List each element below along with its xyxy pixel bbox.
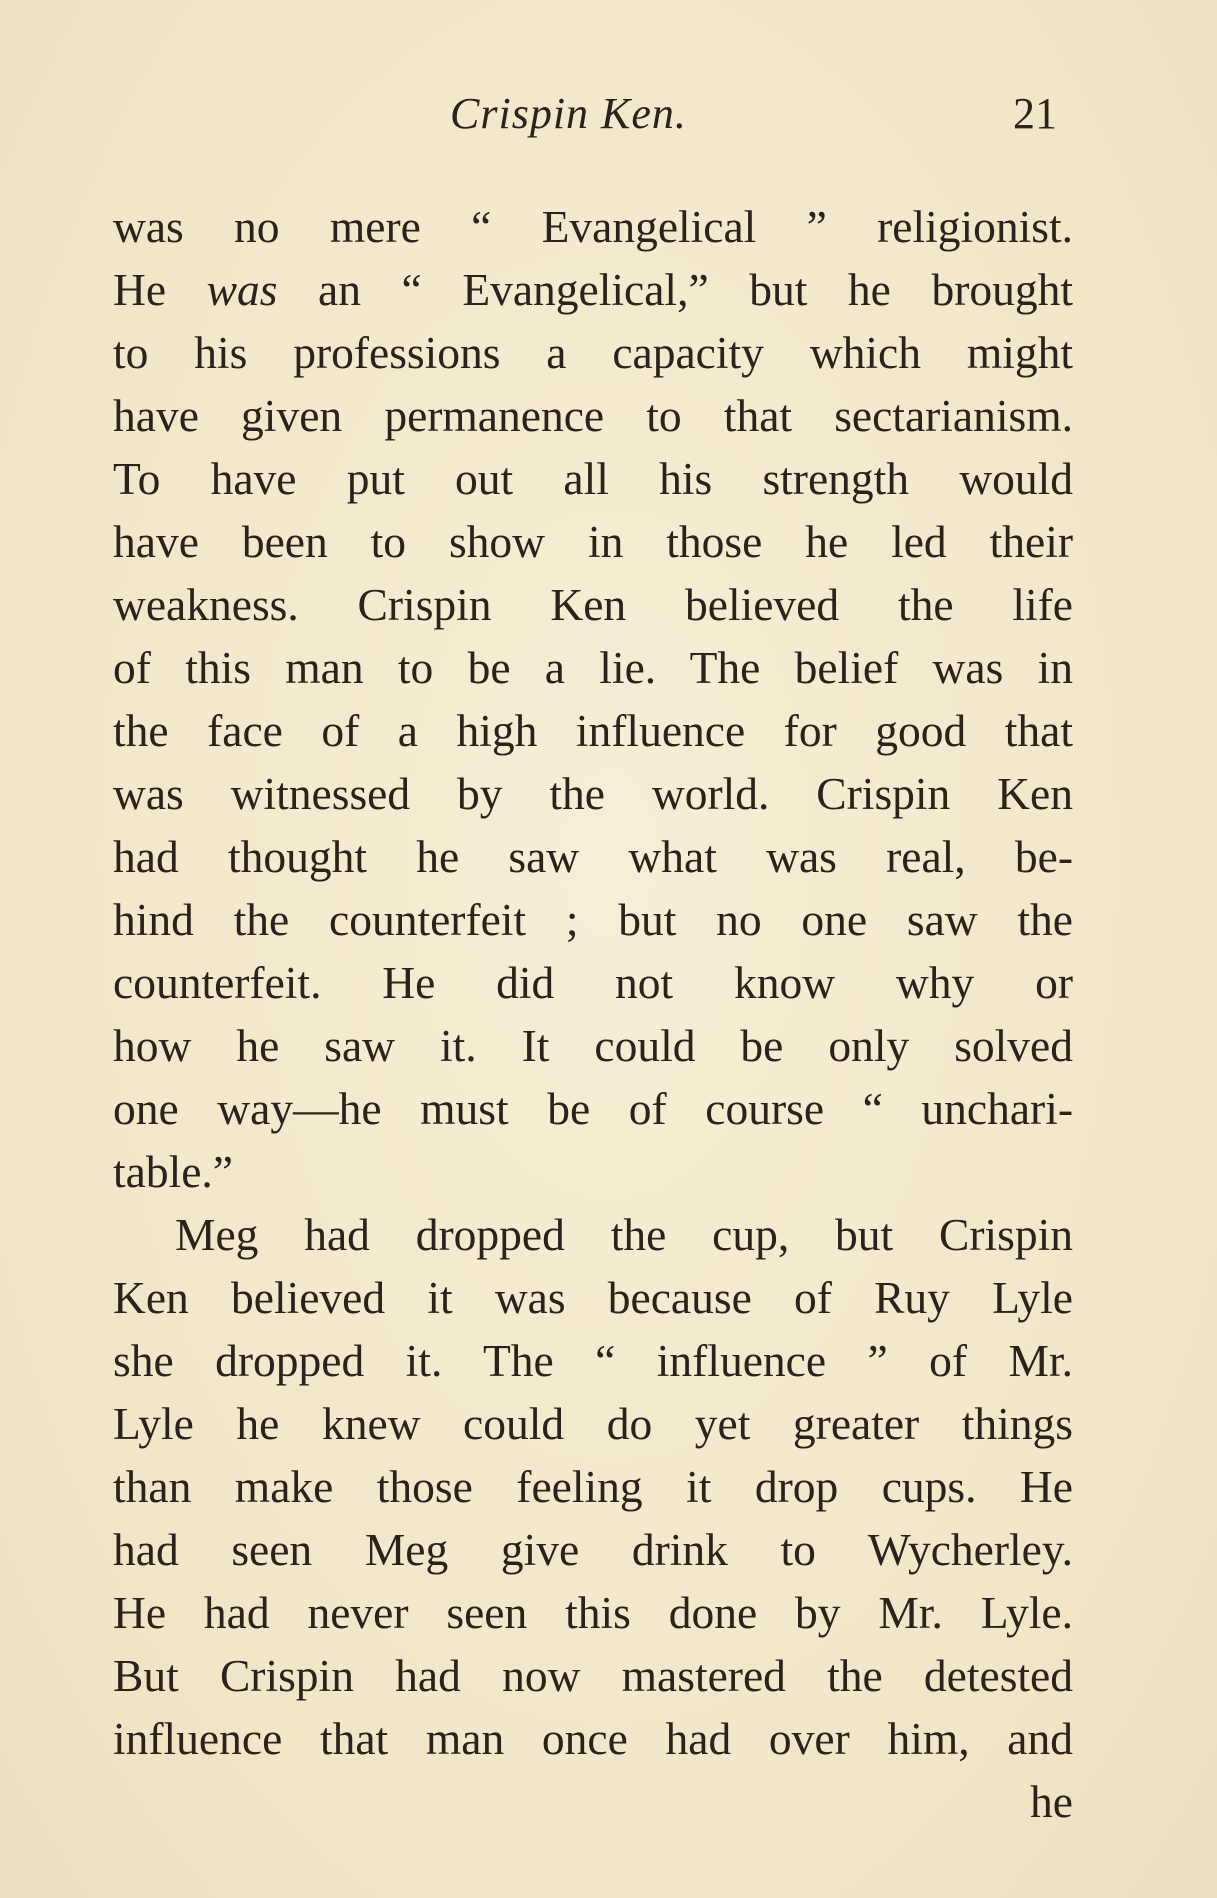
text-line-23: He had never seen this done by Mr. Lyle. <box>113 1587 1073 1638</box>
running-head <box>0 88 1217 148</box>
text-line-9: the face of a high influence for good that <box>113 705 1073 756</box>
text-line-1: was no mere “ Evangelical ” religionist. <box>113 201 1073 252</box>
text-line-10: was witnessed by the world. Crispin Ken <box>113 768 1073 819</box>
text-line-2-start: He <box>113 264 207 315</box>
text-line-21: than make those feeling it drop cups. He <box>113 1461 1073 1512</box>
running-title: Crispin Ken. <box>450 89 687 138</box>
text-line-20: Lyle he knew could do yet greater things <box>113 1398 1073 1449</box>
page-number: 21 <box>1013 89 1057 138</box>
text-line-18: Ken believed it was because of Ruy Lyle <box>113 1272 1073 1323</box>
text-line-12: hind the counterfeit ; but no one saw the <box>113 894 1073 945</box>
text-line-14: how he saw it. It could be only solved <box>113 1020 1073 1071</box>
text-line-24: But Crispin had now mastered the detested <box>113 1650 1073 1701</box>
text-line-16: table.” <box>113 1146 233 1197</box>
text-line-5: To have put out all his strength would <box>113 453 1073 504</box>
text-line-4: have given permanence to that sectarianism. <box>113 390 1073 441</box>
text-line-15: one way—he must be of course “ unchari- <box>113 1083 1073 1134</box>
text-line-13: counterfeit. He did not know why or <box>113 957 1073 1008</box>
text-line-8: of this man to be a lie. The belief was in <box>113 642 1073 693</box>
text-line-22: had seen Meg give drink to Wycherley. <box>113 1524 1073 1575</box>
text-line-3: to his professions a capacity which might <box>113 327 1073 378</box>
text-line-7: weakness. Crispin Ken believed the life <box>113 579 1073 630</box>
body-text <box>113 195 1073 1833</box>
text-line-25: influence that man once had over him, and <box>113 1713 1073 1764</box>
text-line-19: she dropped it. The “ influence ” of Mr. <box>113 1335 1073 1386</box>
text-line-6: have been to show in those he led their <box>113 516 1073 567</box>
text-line-2-end: an “ Evangelical,” but he brought <box>277 264 1073 315</box>
italic-word: was <box>206 264 278 315</box>
text-line-2 <box>113 258 1073 321</box>
catchword: he <box>1030 1776 1073 1827</box>
text-line-11: had thought he saw what was real, be- <box>113 831 1073 882</box>
text-line-17: Meg had dropped the cup, but Crispin <box>175 1209 1073 1260</box>
